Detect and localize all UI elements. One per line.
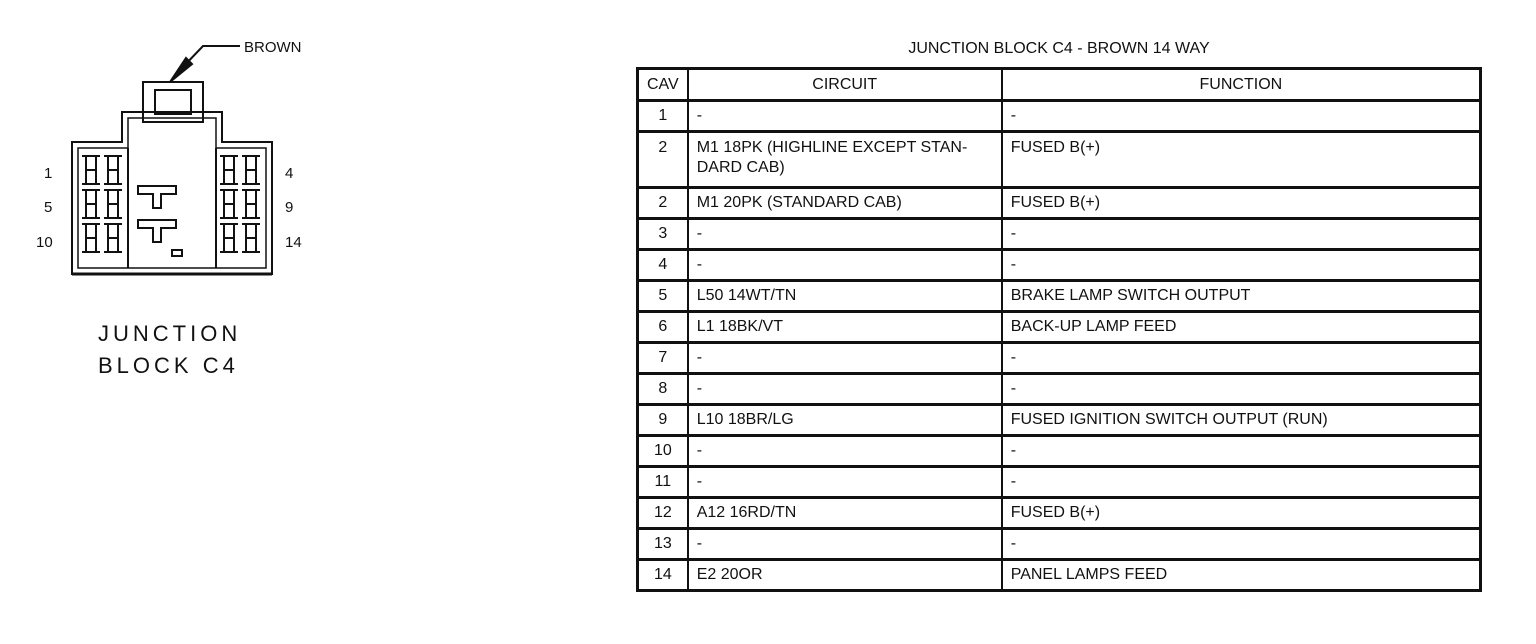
cell-function: FUSED B(+) — [1002, 498, 1481, 529]
terminal-cavity — [82, 190, 100, 218]
terminal-cavity — [82, 156, 100, 184]
cell-function: FUSED B(+) — [1002, 132, 1481, 188]
cell-function: FUSED IGNITION SWITCH OUTPUT (RUN) — [1002, 405, 1481, 436]
cell-circuit: - — [688, 436, 1002, 467]
cell-cav: 8 — [638, 374, 688, 405]
cell-function: BRAKE LAMP SWITCH OUTPUT — [1002, 281, 1481, 312]
cell-function: - — [1002, 250, 1481, 281]
table-row — [638, 312, 1481, 343]
caption-line-2: BLOCK C4 — [98, 353, 239, 378]
table-header-row — [638, 69, 1481, 101]
cell-cav: 10 — [638, 436, 688, 467]
table-row — [638, 132, 1481, 188]
cell-cav: 7 — [638, 343, 688, 374]
cell-cav: 3 — [638, 219, 688, 250]
connector-outline — [72, 46, 272, 274]
cell-cav: 9 — [638, 405, 688, 436]
cell-circuit: M1 20PK (STANDARD CAB) — [688, 188, 1002, 219]
table-row — [638, 281, 1481, 312]
terminal-cavity — [82, 224, 100, 252]
cell-cav: 2 — [638, 132, 688, 188]
cell-cav: 2 — [638, 188, 688, 219]
header-function: FUNCTION — [1002, 69, 1481, 101]
connector-caption — [98, 318, 241, 382]
cell-circuit: L50 14WT/TN — [688, 281, 1002, 312]
cell-function: FUSED B(+) — [1002, 188, 1481, 219]
terminal-cavity — [220, 224, 238, 252]
cell-circuit: - — [688, 219, 1002, 250]
cell-function: - — [1002, 374, 1481, 405]
cell-cav: 11 — [638, 467, 688, 498]
cell-circuit: - — [688, 374, 1002, 405]
terminal-cavity — [220, 190, 238, 218]
table-body — [638, 101, 1481, 591]
cell-circuit: - — [688, 250, 1002, 281]
terminal-cavity — [104, 224, 122, 252]
table-row — [638, 219, 1481, 250]
cell-circuit: - — [688, 343, 1002, 374]
cell-circuit: - — [688, 467, 1002, 498]
pin-label-9: 9 — [285, 199, 294, 216]
table-row — [638, 250, 1481, 281]
table-row — [638, 188, 1481, 219]
terminal-cavities — [82, 156, 260, 252]
pin-label-5: 5 — [44, 199, 53, 216]
caption-line-1: JUNCTION — [98, 321, 242, 346]
cell-cav: 4 — [638, 250, 688, 281]
table-row — [638, 405, 1481, 436]
cell-circuit: M1 18PK (HIGHLINE EXCEPT STAN-DARD CAB) — [688, 132, 1002, 188]
table-row — [638, 560, 1481, 591]
table-row — [638, 374, 1481, 405]
cell-circuit: - — [688, 101, 1002, 132]
cell-cav: 12 — [638, 498, 688, 529]
terminal-cavity — [242, 224, 260, 252]
header-cav: CAV — [638, 69, 688, 101]
cell-circuit: L10 18BR/LG — [688, 405, 1002, 436]
pin-label-10: 10 — [36, 234, 53, 251]
terminal-cavity — [242, 156, 260, 184]
cell-cav: 6 — [638, 312, 688, 343]
cell-cav: 14 — [638, 560, 688, 591]
table-row — [638, 436, 1481, 467]
cell-function: - — [1002, 343, 1481, 374]
cell-cav: 5 — [638, 281, 688, 312]
pin-label-1: 1 — [44, 165, 53, 182]
terminal-cavity — [242, 190, 260, 218]
pinout-table — [636, 67, 1482, 592]
center-terminals — [138, 186, 182, 256]
pin-label-4: 4 — [285, 165, 294, 182]
terminal-cavity — [220, 156, 238, 184]
cell-circuit: L1 18BK/VT — [688, 312, 1002, 343]
cell-circuit: E2 20OR — [688, 560, 1002, 591]
cell-cav: 1 — [638, 101, 688, 132]
cell-function: - — [1002, 529, 1481, 560]
terminal-cavity — [104, 190, 122, 218]
header-circuit: CIRCUIT — [688, 69, 1002, 101]
cell-circuit: A12 16RD/TN — [688, 498, 1002, 529]
table-row — [638, 343, 1481, 374]
cell-function: - — [1002, 467, 1481, 498]
cell-function: BACK-UP LAMP FEED — [1002, 312, 1481, 343]
table-row — [638, 467, 1481, 498]
cell-circuit: - — [688, 529, 1002, 560]
connector-color-label: BROWN — [244, 39, 302, 56]
cell-cav: 13 — [638, 529, 688, 560]
cell-function: PANEL LAMPS FEED — [1002, 560, 1481, 591]
terminal-cavity — [104, 156, 122, 184]
table-row — [638, 529, 1481, 560]
cell-function: - — [1002, 436, 1481, 467]
table-row — [638, 498, 1481, 529]
cell-function: - — [1002, 219, 1481, 250]
pin-label-14: 14 — [285, 234, 302, 251]
table-row — [638, 101, 1481, 132]
cell-function: - — [1002, 101, 1481, 132]
table-title: JUNCTION BLOCK C4 - BROWN 14 WAY — [908, 40, 1210, 57]
